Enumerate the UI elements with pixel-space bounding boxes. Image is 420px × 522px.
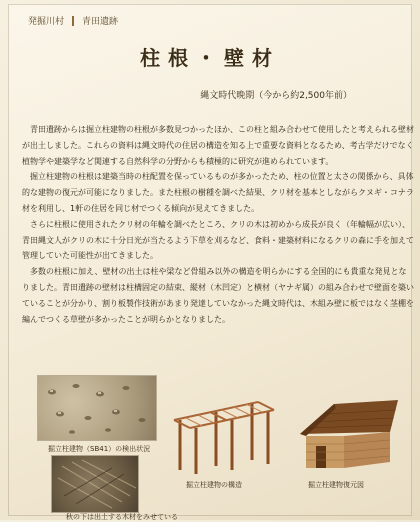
header-divider	[72, 16, 74, 26]
exhibit-panel	[8, 4, 414, 521]
house-reconstruction-caption: 掘立柱建物復元図	[308, 481, 364, 489]
paragraph-2: 掘立柱建物の柱根は建築当時の柱配置を保っているものが多かったため、柱の位置と太さの関係から、具体的な建物の復元が可能になりました。また柱根の樹種を調べた結果、クリ材を基本としながらクヌギ・コナラ材を利用し、1軒の住居を同じ材でつくる傾向が見えてきました。	[22, 172, 414, 213]
paragraph-1: 青田遺跡からは掘立柱建物の柱根が多数見つかったほか、この柱と組み合わせて使用したと考えられる壁材が出土しました。これらの資料は縄文時代の住居の構造を知る上で重要な資料となるため、考古学だけでなく植物学や建築学など関連する自然科学の分野からも積極的に研究が進められています。	[22, 125, 414, 166]
header-label-right: 青田遺跡	[82, 17, 119, 27]
paragraph-4: 多数の柱根に加え、壁材の出土は柱や梁など骨組み以外の構造を明らかにする全国的にも貴重な発見となりました。青田遺跡の壁材は柱構固定の結束、縦材（木凹定）と横材（ヤナギ属）の組み合わせで壁面を築いていることが分かり、割り板製作技術があまり発達していなかった縄文時代は、木組み壁に板ではなく茎棚を編んでつくる草壁が多かったことが明らかとなりました。	[22, 267, 414, 324]
structure-diagram	[166, 390, 282, 476]
period-subtitle: 縄文時代晩期（今から約2,500年前）	[200, 91, 352, 101]
wall-material-caption: 秋の下は出土する木材をみせている	[66, 513, 178, 521]
body-text	[22, 122, 414, 327]
header-label-left: 発掘川村	[28, 17, 65, 27]
panel-header	[28, 14, 118, 27]
paragraph-3: さらに柱根に使用されたクリ材の年輪を調べたところ、クリの木は初めから成長が良く（年輪幅が広い）、青田縄文人がクリの木に十分日光が当たるよう下草を刈るなど、食料・建築材料になるクリの森に手を加えて管理していた可能性が出てきました。	[22, 219, 414, 261]
excavation-photo	[38, 376, 156, 440]
wall-material-photo	[52, 456, 138, 512]
page-title: 柱根・壁材	[140, 46, 280, 70]
house-reconstruction-illustration	[294, 390, 404, 476]
structure-diagram-caption: 掘立柱建物の構造	[186, 481, 242, 489]
excavation-photo-caption: 掘立柱建物（SB41）の検出状況	[48, 445, 151, 453]
